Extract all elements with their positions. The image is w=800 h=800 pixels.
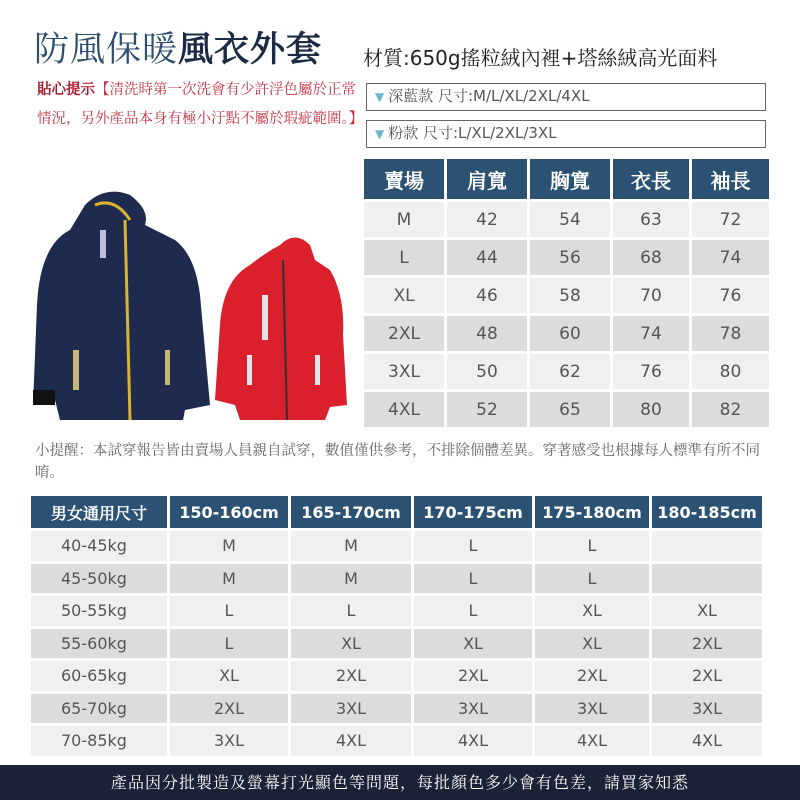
triangle-down-icon: ▼ (375, 127, 385, 141)
table-cell: 4XL (414, 726, 532, 756)
table-cell: 56 (530, 240, 610, 275)
table-cell: L (291, 596, 411, 626)
row-label: 65-70kg (31, 694, 167, 724)
page-title (34, 22, 322, 72)
col-header: 衣長 (613, 159, 689, 199)
row-label: 4XL (364, 392, 444, 427)
title-part1: 防風保暖 (34, 30, 179, 70)
table-row (364, 392, 769, 427)
table-cell: L (170, 629, 288, 659)
col-header: 180-185cm (652, 496, 762, 528)
table-cell: 2XL (414, 661, 532, 691)
table-cell: 65 (530, 392, 610, 427)
table-row (364, 278, 769, 313)
table-cell: M (170, 531, 288, 561)
red-jacket (215, 238, 347, 421)
table-cell: 48 (447, 316, 527, 351)
table-cell: 4XL (535, 726, 649, 756)
table-cell: 2XL (291, 661, 411, 691)
table-cell: 54 (530, 202, 610, 237)
col-header: 165-170cm (291, 496, 411, 528)
col-header: 男女通用尺寸 (31, 496, 167, 528)
col-header: 170-175cm (414, 496, 532, 528)
table-cell: 50 (447, 354, 527, 389)
table-cell: 4XL (652, 726, 762, 756)
row-label: 2XL (364, 316, 444, 351)
table-cell: M (291, 531, 411, 561)
table-cell: L (535, 564, 649, 594)
jacket-photos (25, 185, 355, 425)
title-part2: 風衣外套 (178, 30, 323, 70)
row-label: 70-85kg (31, 726, 167, 756)
table-row (31, 596, 762, 626)
tip-label: 貼心提示 (37, 82, 95, 98)
table-cell: 63 (613, 202, 689, 237)
row-label: XL (364, 278, 444, 313)
navy-jacket (33, 192, 210, 420)
table-cell: 2XL (535, 661, 649, 691)
table-cell: 80 (692, 354, 769, 389)
table-row (31, 726, 762, 756)
table-cell: 70 (613, 278, 689, 313)
table-cell: 60 (530, 316, 610, 351)
material-info: 材質:650g搖粒絨內裡+塔絲絨高光面料 (363, 46, 718, 70)
col-header: 胸寬 (530, 159, 610, 199)
table-cell: XL (170, 661, 288, 691)
table-cell: 76 (613, 354, 689, 389)
table-cell: XL (291, 629, 411, 659)
table-cell: 2XL (170, 694, 288, 724)
table-cell: 82 (692, 392, 769, 427)
table-cell: 44 (447, 240, 527, 275)
table-cell: M (170, 564, 288, 594)
table-cell: M (291, 564, 411, 594)
table-row (31, 531, 762, 561)
spec-label: 深藍款 尺寸:M/L/XL/2XL/4XL (388, 87, 590, 105)
table-cell: 80 (613, 392, 689, 427)
table-row (31, 564, 762, 594)
table-cell: 2XL (652, 661, 762, 691)
table-row (31, 661, 762, 691)
table-cell: 4XL (291, 726, 411, 756)
table-cell: XL (414, 629, 532, 659)
col-header: 175-180cm (535, 496, 649, 528)
fit-table-header (31, 496, 762, 528)
care-tip (37, 76, 364, 134)
table-cell: 42 (447, 202, 527, 237)
table-cell: 3XL (291, 694, 411, 724)
table-cell: 62 (530, 354, 610, 389)
table-cell: 74 (692, 240, 769, 275)
spec-navy (366, 83, 766, 111)
col-header: 肩寬 (447, 159, 527, 199)
size-table (361, 156, 772, 430)
table-row (364, 354, 769, 389)
table-row (364, 240, 769, 275)
table-row (31, 694, 762, 724)
table-row (31, 629, 762, 659)
table-cell: 78 (692, 316, 769, 351)
row-label: 3XL (364, 354, 444, 389)
row-label: 60-65kg (31, 661, 167, 691)
table-cell: 2XL (652, 629, 762, 659)
table-cell: L (414, 531, 532, 561)
row-label: 40-45kg (31, 531, 167, 561)
table-cell: 68 (613, 240, 689, 275)
footer-disclaimer: 產品因分批製造及螢幕打光顯色等問題，每批顏色多少會有色差，請買家知悉 (0, 765, 800, 800)
table-cell: XL (535, 629, 649, 659)
table-cell: 58 (530, 278, 610, 313)
table-cell: XL (652, 596, 762, 626)
col-header: 袖長 (692, 159, 769, 199)
fit-note: 小提醒：本試穿報告皆由賣場人員親自試穿，數值僅供參考，不排除個體差異。穿著感受也根據每人標準有所不同唷。 (35, 443, 760, 481)
row-label: M (364, 202, 444, 237)
row-label: 45-50kg (31, 564, 167, 594)
table-cell: 3XL (170, 726, 288, 756)
table-cell: L (414, 564, 532, 594)
table-cell: L (170, 596, 288, 626)
table-cell: L (535, 531, 649, 561)
size-table-header (364, 159, 769, 199)
table-cell: XL (535, 596, 649, 626)
table-row (364, 202, 769, 237)
spec-pink (366, 120, 766, 148)
table-cell: 3XL (652, 694, 762, 724)
row-label: 50-55kg (31, 596, 167, 626)
table-cell: 76 (692, 278, 769, 313)
table-cell (652, 564, 762, 594)
table-row (364, 316, 769, 351)
row-label: 55-60kg (31, 629, 167, 659)
fit-table (28, 493, 765, 759)
triangle-down-icon: ▼ (375, 90, 385, 104)
table-cell: 3XL (414, 694, 532, 724)
table-cell: 46 (447, 278, 527, 313)
table-cell: 3XL (535, 694, 649, 724)
tip-text: 【清洗時第一次洗會有少許浮色屬於正常情況，另外產品本身有極小汙點不屬於瑕疵範圍。】 (37, 82, 364, 127)
table-cell: 52 (447, 392, 527, 427)
table-cell: 72 (692, 202, 769, 237)
row-label: L (364, 240, 444, 275)
col-header: 150-160cm (170, 496, 288, 528)
table-cell: 74 (613, 316, 689, 351)
col-header: 賣場 (364, 159, 444, 199)
table-cell: L (414, 596, 532, 626)
table-cell (652, 531, 762, 561)
spec-label: 粉款 尺寸:L/XL/2XL/3XL (388, 124, 557, 142)
